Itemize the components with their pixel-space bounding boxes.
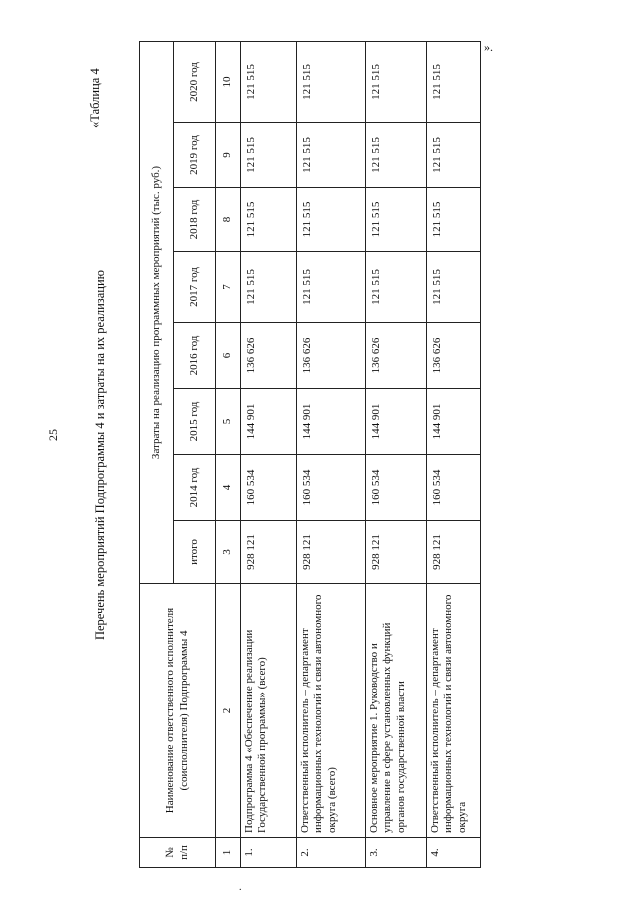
row-value-2016: 136 626	[427, 323, 481, 389]
header-year-2015: 2015 год	[174, 389, 216, 455]
row-value-2016: 136 626	[297, 323, 366, 389]
row-value-2019: 121 515	[427, 123, 481, 188]
row-value-2015: 144 901	[366, 389, 427, 455]
row-value-2017: 121 515	[427, 252, 481, 323]
row-value-2016: 136 626	[366, 323, 427, 389]
col-number: 7	[216, 252, 241, 323]
header-name: Наименование ответственного исполнителя (соисполнителя) Подпрограммы 4	[140, 584, 216, 838]
row-value-2020: 121 515	[427, 41, 481, 122]
column-number-row	[216, 41, 241, 867]
row-total: 928 121	[297, 521, 366, 584]
table-row	[366, 41, 427, 867]
table-label: «Таблица 4	[88, 68, 102, 128]
col-number: 5	[216, 389, 241, 455]
row-value-2017: 121 515	[366, 252, 427, 323]
row-value-2014: 160 534	[241, 455, 297, 521]
col-number: 4	[216, 455, 241, 521]
row-value-2018: 121 515	[297, 188, 366, 252]
measures-table	[139, 41, 481, 868]
row-value-2018: 121 515	[366, 188, 427, 252]
header-year-2017: 2017 год	[174, 252, 216, 323]
row-total: 928 121	[366, 521, 427, 584]
header-year-2014: 2014 год	[174, 455, 216, 521]
col-number: 3	[216, 521, 241, 584]
table-row	[297, 41, 366, 867]
row-name: Основное мероприятие 1. Руководство и управление в сфере установленных функций органов государственной власти	[366, 584, 427, 838]
col-number: 1	[216, 838, 241, 868]
row-value-2017: 121 515	[297, 252, 366, 323]
row-value-2020: 121 515	[366, 41, 427, 122]
stray-dot-mark: .	[239, 882, 242, 893]
row-value-2014: 160 534	[427, 455, 481, 521]
row-total: 928 121	[427, 521, 481, 584]
col-number: 9	[216, 123, 241, 188]
row-number: 2.	[297, 838, 366, 868]
header-costs: Затраты на реализацию программных мероприятий (тыс. руб.)	[140, 41, 174, 583]
header-total: итого	[174, 521, 216, 584]
row-value-2019: 121 515	[241, 123, 297, 188]
row-value-2016: 136 626	[241, 323, 297, 389]
col-number: 6	[216, 323, 241, 389]
row-name: Ответственный исполнитель – департамент информационных технологий и связи автономного округа (всего)	[297, 584, 366, 838]
row-value-2019: 121 515	[297, 123, 366, 188]
closing-quote-mark: ».	[484, 40, 493, 54]
row-value-2015: 144 901	[241, 389, 297, 455]
header-year-2020: 2020 год	[174, 41, 216, 122]
header-year-2019: 2019 год	[174, 123, 216, 188]
col-number: 2	[216, 584, 241, 838]
row-value-2015: 144 901	[427, 389, 481, 455]
header-year-2016: 2016 год	[174, 323, 216, 389]
row-value-2014: 160 534	[297, 455, 366, 521]
header-year-2018: 2018 год	[174, 188, 216, 252]
table-row	[241, 41, 297, 867]
header-no: № п/п	[140, 838, 216, 868]
row-value-2019: 121 515	[366, 123, 427, 188]
page-number: 25	[46, 429, 60, 441]
row-number: 4.	[427, 838, 481, 868]
row-value-2014: 160 534	[366, 455, 427, 521]
row-number: 3.	[366, 838, 427, 868]
header-row-costs	[140, 41, 174, 867]
row-value-2018: 121 515	[427, 188, 481, 252]
col-number: 10	[216, 41, 241, 122]
row-total: 928 121	[241, 521, 297, 584]
table-row	[427, 41, 481, 867]
rotated-table-area	[0, 42, 488, 868]
row-number: 1.	[241, 838, 297, 868]
row-name: Подпрограмма 4 «Обеспечение реализации Государственной программы» (всего)	[241, 584, 297, 838]
row-value-2017: 121 515	[241, 252, 297, 323]
row-value-2020: 121 515	[297, 41, 366, 122]
row-value-2015: 144 901	[297, 389, 366, 455]
table-caption: Перечень мероприятий Подпрограммы 4 и затраты на их реализацию	[93, 269, 107, 641]
col-number: 8	[216, 188, 241, 252]
row-name: Ответственный исполнитель – департамент информационных технологий и связи автономного округа	[427, 584, 481, 838]
row-value-2020: 121 515	[241, 41, 297, 122]
row-value-2018: 121 515	[241, 188, 297, 252]
